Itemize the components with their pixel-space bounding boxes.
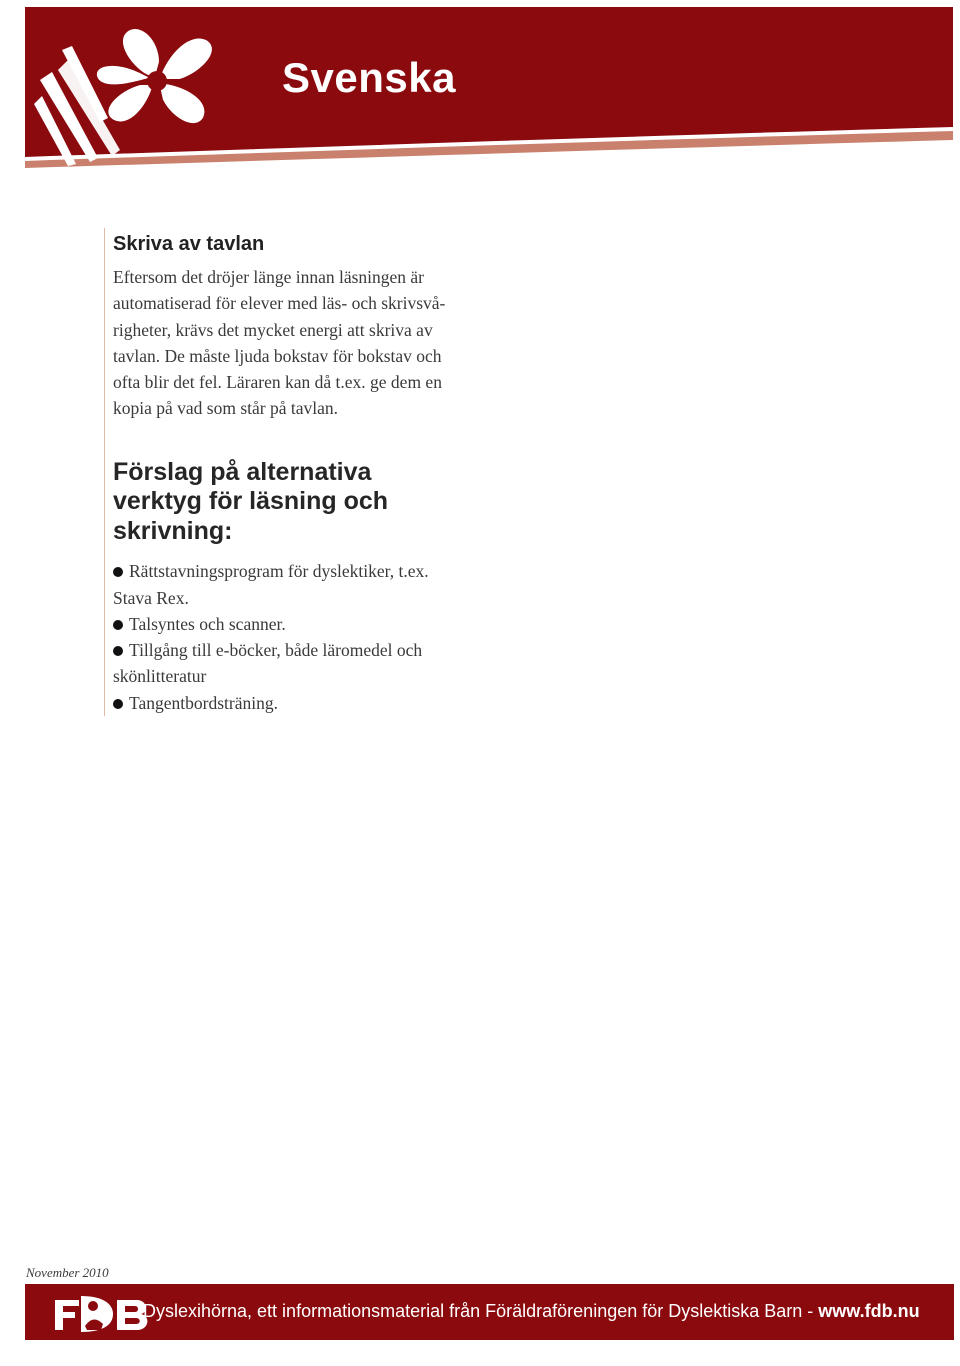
list-item-text: Talsyntes och scanner. (129, 613, 286, 634)
section-paragraph (113, 264, 513, 422)
fdb-logo-icon (53, 1290, 157, 1334)
content-column (104, 228, 524, 716)
footer-bar (25, 1284, 954, 1340)
heading-line: Förslag på alternativa (113, 457, 372, 486)
paragraph-line: Eftersom det dröjer länge innan läsningen är (113, 267, 425, 287)
heading-line: skrivning: (113, 516, 233, 545)
list-item-text: Tangentbordsträning. (129, 692, 278, 713)
section-heading-skriva-av-tavlan: Skriva av tavlan (113, 233, 265, 255)
list-item (113, 637, 513, 690)
paragraph-line: automatiserad för elever med läs- och skrivsvå- (113, 293, 446, 314)
tools-list (113, 558, 513, 716)
list-item-text: Tillgång till e-böcker, både läromedel och (129, 640, 423, 661)
publication-date: November 2010 (26, 1265, 109, 1280)
bullet-icon (113, 699, 123, 709)
paragraph-line: tavlan. De måste ljuda bokstav för bokstav och (113, 345, 442, 366)
bullet-icon (113, 646, 123, 656)
flower-with-pencils-icon (0, 0, 240, 175)
paragraph-line: ofta blir det fel. Läraren kan då t.ex. ge dem en (113, 372, 442, 393)
list-item-text: Stava Rex. (113, 587, 189, 608)
heading-line: verktyg för läsning och (113, 487, 389, 516)
header-banner (0, 0, 960, 175)
list-item (113, 558, 513, 611)
bullet-icon (113, 620, 123, 630)
paragraph-line: kopia på vad som står på tavlan. (113, 398, 339, 419)
page-title: Svenska (282, 54, 456, 101)
list-item (113, 611, 513, 637)
list-item (113, 690, 513, 716)
section-heading-forslag (113, 458, 473, 547)
footer-description: Dyslexihörna, ett informationsmaterial från Föräldraföreningen för Dyslektiska Barn - (143, 1301, 819, 1321)
footer-website-link[interactable]: www.fdb.nu (818, 1301, 920, 1321)
paragraph-line: righeter, krävs det mycket energi att skriva av (113, 319, 433, 340)
footer-text (143, 1300, 920, 1322)
list-item-text: skönlitteratur (113, 666, 207, 687)
bullet-icon (113, 567, 123, 577)
list-item-text: Rättstavningsprogram för dyslektiker, t.ex. (129, 561, 429, 582)
